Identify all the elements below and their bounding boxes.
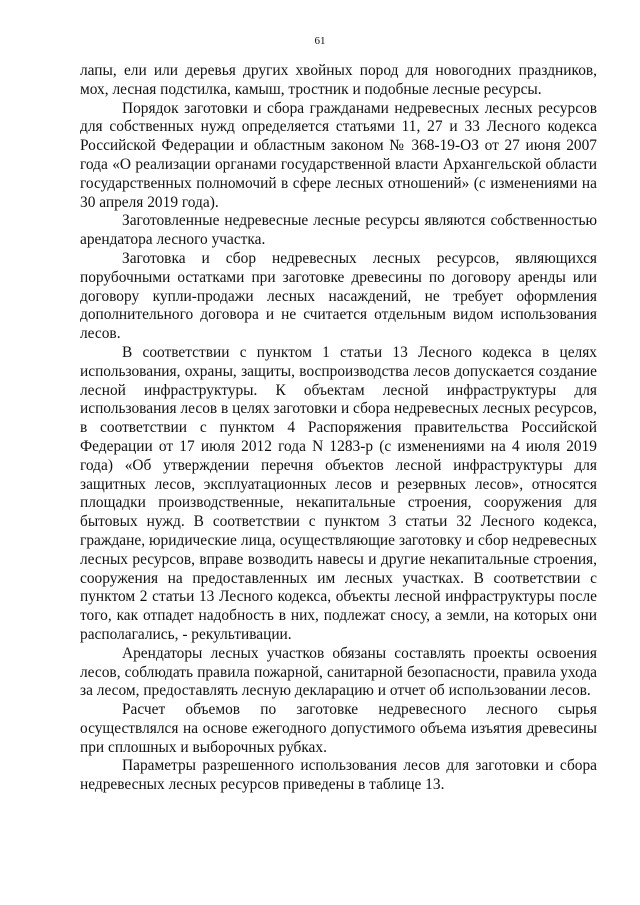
document-body [80,62,597,795]
paragraph-table-reference: Параметры разрешенного использования лесов для заготовки и сбора недревесных лесных ресурсов приведены в таблице 13. [80,757,597,794]
paragraph-tenant-duties: Арендаторы лесных участков обязаны составлять проекты освоения лесов, соблюдать правила пожарной, санитарной безопасности, правила ухода за лесом, предоставлять лесную декларацию и отчет об использовании лесов. [80,644,597,700]
paragraph-volume-calculation: Расчет объемов по заготовке недревесного лесного сырья осуществлялся на основе ежегодного допустимого объема изъятия древесины при сплошных и выборочных рубках. [80,701,597,756]
paragraph-infrastructure: В соответствии с пунктом 1 статьи 13 Лесного кодекса в целях использования, охраны, защиты, воспроизводства лесов допускается создание лесной инфраструктуры. К объектам лесной инфраструктуры для использования лесов в целях заготовки и сбора недревесных лесных ресурсов, в соответствии с пунктом 4 Распоряжения правительства Российской Федерации от 17 июля 2012 года N 1283-р (с изменениями на 4 июля 2019 года) «Об утверждении перечня объектов лесной инфраструктуры для защитных лесов, эксплуатационных лесов и резервных лесов», относятся площадки производственные, некапитальные строения, сооружения для бытовых нужд. В соответствии с пунктом 3 статьи 32 Лесного кодекса, граждане, юридические лица, осуществляющие заготовку и сбор недревесных лесных ресурсов, вправе возводить навесы и другие некапитальные строения, сооружения на предоставленных им лесных участках. В соответствии с пунктом 2 статьи 13 Лесного кодекса, объекты лесной инфраструктуры после того, как отпадет надобность в них, подлежат сносу, а земли, на которых они располагались, - рекультивации. [80,343,597,643]
paragraph-procedure: Порядок заготовки и сбора гражданами недревесных лесных ресурсов для собственных нужд определяется статьями 11, 27 и 33 Лесного кодекса Российской Федерации и областным законом № 368-19-ОЗ от 27 июня 2007 года «О реализации органами государственной власти Архангельской области государственных полномочий в сфере лесных отношений» (с изменениями на 30 апреля 2019 года). [80,99,597,211]
paragraph-continuation: лапы, ели или деревья других хвойных пород для новогодних праздников, мох, лесная подстилка, камыш, тростник и подобные лесные ресурсы. [80,62,597,98]
paragraph-residues: Заготовка и сбор недревесных лесных ресурсов, являющихся порубочными остатками при заготовке древесины по договору аренды или договору купли-продажи лесных насаждений, не требует оформления дополнительного договора и не считается отдельным видом использования лесов. [80,249,597,343]
paragraph-ownership: Заготовленные недревесные лесные ресурсы являются собственностью арендатора лесного участка. [80,212,597,249]
page-number: 61 [314,35,326,47]
